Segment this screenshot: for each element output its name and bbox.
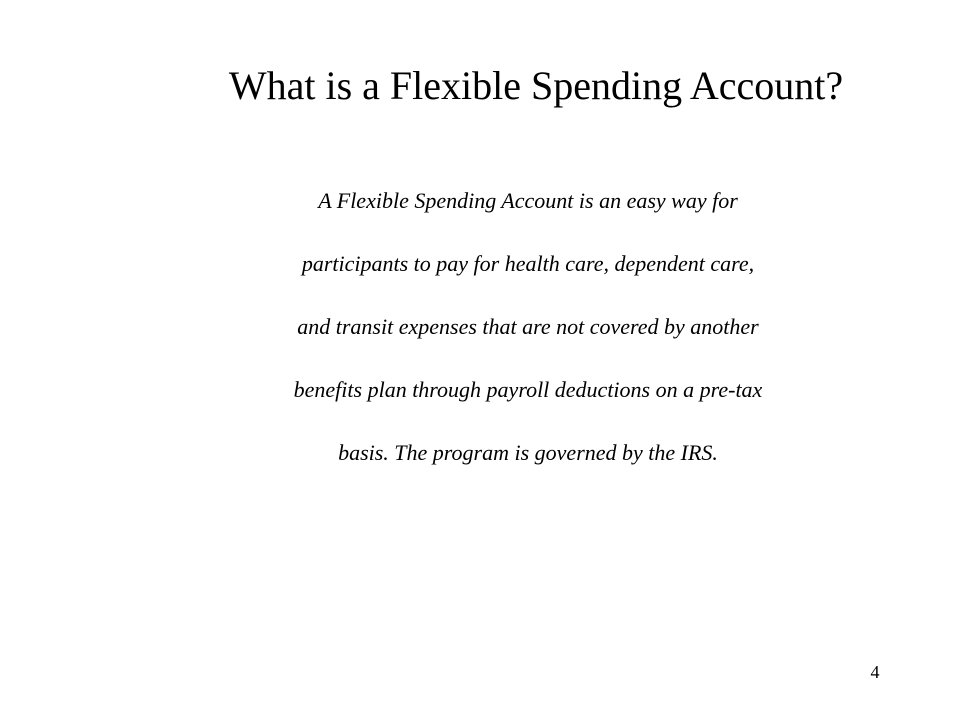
body-line-3: and transit expenses that are not covered by another [297, 314, 759, 339]
page-number: 4 [870, 662, 880, 682]
body-line-4: benefits plan through payroll deductions on a pre-tax [293, 377, 763, 402]
body-line-2: participants to pay for health care, dependent care, [301, 251, 755, 276]
slide-body [0, 178, 960, 493]
body-line-1: A Flexible Spending Account is an easy way for [318, 188, 738, 213]
body-line-5: basis. The program is governed by the IRS. [338, 440, 718, 465]
slide-title: What is a Flexible Spending Account? [228, 63, 844, 108]
